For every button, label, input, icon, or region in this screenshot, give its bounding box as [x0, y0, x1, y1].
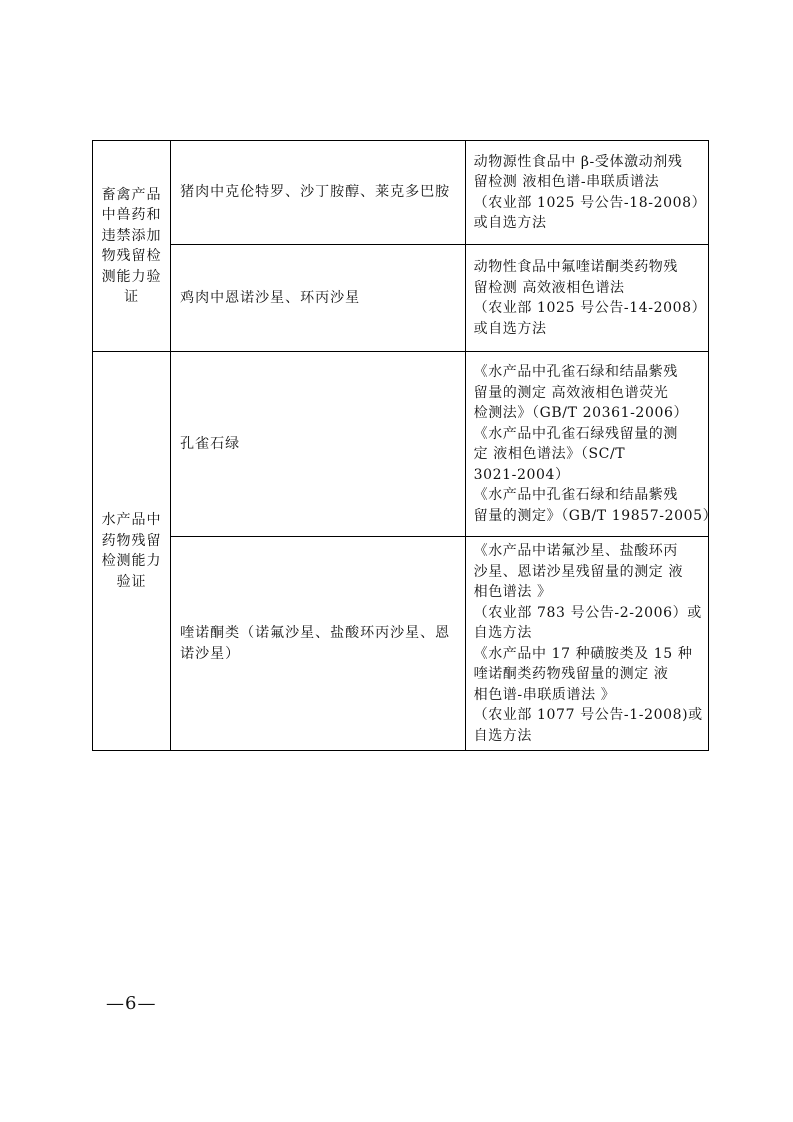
- category-label: 畜禽产品中兽药和违禁添加物残留检测能力验证: [101, 186, 162, 305]
- method-line: 沙星、恩诺沙星残留量的测定 液: [473, 563, 684, 580]
- table-row: [93, 352, 709, 537]
- method-line: 检测法》（GB/T 20361-2006）: [473, 405, 689, 421]
- method-line: 《水产品中孔雀石绿和结晶紫残: [473, 487, 678, 503]
- category-label: 水产品中药物残留检测能力验证: [101, 512, 162, 590]
- method-line: 定 液相色谱法》（SC/T: [473, 446, 626, 462]
- method-line: 或自选方法: [473, 215, 547, 231]
- method-line: 留检测 液相色谱-串联质谱法: [473, 174, 660, 190]
- method-line: （农业部 1025 号公告-14-2008）: [473, 300, 707, 316]
- method-line: 相色谱-串联质谱法 》: [473, 686, 616, 703]
- method-line: 动物性食品中氟喹诺酮类药物残: [473, 259, 678, 275]
- method-line: 留量的测定》（GB/T 19857-2005）: [473, 507, 718, 524]
- table-row: [93, 141, 709, 245]
- table-row: [93, 245, 709, 352]
- category-cell: [93, 141, 171, 352]
- method-line: 留检测 高效液相色谱法: [473, 279, 625, 296]
- item-cell: [171, 245, 465, 352]
- method-line: （农业部 1077 号公告-1-2008)或: [473, 707, 703, 723]
- item-label: 猪肉中克伦特罗、沙丁胺醇、莱克多巴胺: [180, 184, 451, 201]
- item-cell: [171, 352, 465, 537]
- item-cell: [171, 537, 465, 751]
- method-line: 《水产品中诺氟沙星、盐酸环丙: [473, 543, 678, 559]
- method-line: 或自选方法: [473, 320, 547, 337]
- item-label: 孔雀石绿: [180, 435, 241, 452]
- method-line: 《水产品中孔雀石绿残留量的测: [473, 425, 678, 442]
- method-line: 自选方法: [473, 727, 532, 744]
- method-line: 动物源性食品中 β-受体激动剂残: [473, 153, 683, 170]
- method-line: 留量的测定 高效液相色谱荧光: [473, 384, 669, 401]
- method-line: 自选方法: [473, 625, 532, 641]
- table-row: [93, 537, 709, 751]
- method-line: （农业部 1025 号公告-18-2008）: [473, 194, 707, 211]
- item-label: 喹诺酮类（诺氟沙星、盐酸环丙沙星、恩诺沙星）: [180, 625, 451, 662]
- method-line: 3021-2004）: [473, 466, 570, 483]
- method-line: 《水产品中孔雀石绿和结晶紫残: [473, 364, 678, 380]
- page-number: —6—: [106, 993, 157, 1014]
- method-line: （农业部 783 号公告-2-2006）或: [473, 604, 702, 621]
- method-line: 《水产品中 17 种磺胺类及 15 种: [473, 645, 693, 662]
- method-cell: [465, 352, 718, 537]
- category-cell: [93, 352, 171, 751]
- item-cell: [171, 141, 465, 245]
- method-line: 相色谱法 》: [473, 584, 552, 600]
- method-cell: [465, 141, 708, 245]
- method-cell: [465, 245, 708, 352]
- item-label: 鸡肉中恩诺沙星、环丙沙星: [180, 289, 361, 306]
- method-cell: [465, 537, 708, 751]
- method-line: 喹诺酮类药物残留量的测定 液: [473, 666, 669, 682]
- residue-test-table: [92, 140, 718, 751]
